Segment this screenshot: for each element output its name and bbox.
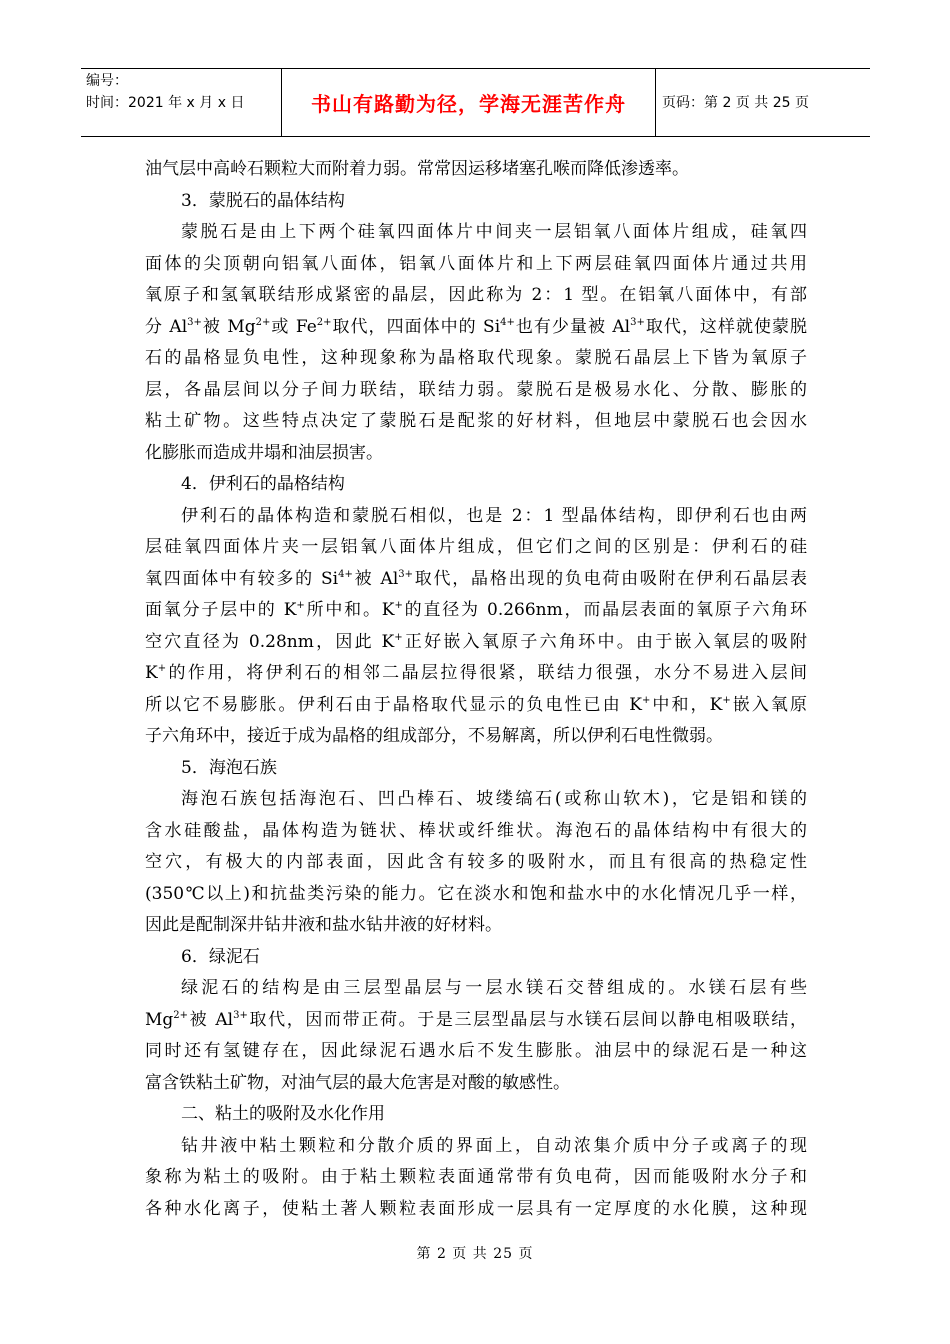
text-line: 空穴，有极大的内部表面，因此含有较多的吸附水，而且有很高的热稳定性 (145, 852, 807, 872)
text-line: 分 $Al^{3+}$被 $Mg^{2+}$或 $Fe^{2+}$取代，四面体中的 $Si^{4+}$也有少量被 $Al^{3+}$取代，这样就使蒙脱 (145, 316, 807, 337)
text-line: 伊利石的晶体构造和蒙脱石相似，也是 2：1 型晶体结构，即伊利石也由两 (181, 505, 807, 526)
section-heading: 6．绿泥石 (181, 946, 260, 967)
section-heading: 4．伊利石的晶格结构 (181, 474, 345, 494)
document-body (145, 154, 807, 1225)
header-motto: 书山有路勤为径，学海无涯苦作舟 (311, 91, 626, 116)
text-line: 石的晶格显负电性，这种现象称为晶格取代现象。蒙脱石晶层上下皆为氧原子 (145, 348, 807, 368)
text-line: 因此是配制深井钻井液和盐水钻井液的好材料。 (145, 915, 502, 935)
text-line: 钻井液中粘土颗粒和分散介质的界面上，自动浓集介质中分子或离子的现 (181, 1135, 807, 1156)
date-label: 时间：2021 年 x 月 x 日 (86, 95, 245, 111)
text-line: 空穴直径为 0.28nm，因此 K+正好嵌入氧原子六角环中。由于嵌入氧层的吸附 (145, 631, 808, 652)
text-line: 含水硅酸盐，晶体构造为链状、棒状或纤维状。海泡石的晶体结构中有很大的 (145, 820, 807, 841)
header-bottom-border (81, 136, 870, 137)
text-line: 氧四面体中有较多的 $Si^{4+}$被 $Al^{3+}$取代，晶格出现的负电荷由吸附在伊利石晶层表 (145, 568, 807, 589)
text-line: K+的作用，将伊利石的相邻二晶层拉得很紧，联结力很强，水分不易进入层间 (145, 663, 807, 683)
text-line: 子六角环中，接近于成为晶格的组成部分，不易解离，所以伊利石电性微弱。 (145, 726, 723, 746)
text-line: 绿泥石的结构是由三层型晶层与一层水镁石交替组成的。水镁石层有些 (181, 978, 807, 998)
number-label: 编号： (86, 73, 128, 89)
text-line: $Mg^{2+}$被 $Al^{3+}$取代，因而带正荷。于是三层型晶层与水镁石层间以静电相吸联结， (145, 1009, 808, 1030)
page-footer: 第 2 页 共 25 页 (416, 1246, 534, 1262)
text-line: 海泡石族包括海泡石、凹凸棒石、坡缕缟石(或称山软木)，它是铝和镁的 (181, 789, 807, 809)
text-line: 所以它不易膨胀。伊利石由于晶格取代显示的负电性已由 K+中和，K+嵌入氧原 (145, 694, 808, 715)
header-page-label: 页码：第 2 页 共 25 页 (662, 95, 809, 111)
header-divider (655, 68, 656, 136)
section-heading: 二、粘土的吸附及水化作用 (181, 1104, 385, 1124)
section-heading: 5．海泡石族 (181, 757, 277, 778)
text-line: 各种水化离子，使粘土著人颗粒表面形成一层具有一定厚度的水化膜，这种现 (145, 1198, 807, 1219)
text-line: 层，各晶层间以分子间力联结，联结力弱。蒙脱石是极易水化、分散、膨胀的 (145, 379, 807, 400)
text-line: 面氧分子层中的 K+所中和。K+的直径为 0.266nm，而晶层表面的氧原子六角环 (145, 600, 808, 620)
text-line: 富含铁粘土矿物，对油气层的最大危害是对酸的敏感性。 (145, 1072, 570, 1093)
text-line: 面体的尖顶朝向铝氧八面体，铝氧八面体片和上下两层硅氧四面体片通过共用 (145, 253, 807, 274)
text-line: 同时还有氢键存在，因此绿泥石遇水后不发生膨胀。油层中的绿泥石是一种这 (145, 1041, 807, 1061)
text-line: 粘土矿物。这些特点决定了蒙脱石是配浆的好材料，但地层中蒙脱石也会因水 (145, 411, 807, 431)
section-heading: 3．蒙脱石的晶体结构 (181, 190, 345, 211)
text-line: 蒙脱石是由上下两个硅氧四面体片中间夹一层铝氧八面体片组成，硅氧四 (181, 222, 807, 242)
text-line: 氧原子和氢氧联结形成紧密的晶层，因此称为 2：1 型。在铝氧八面体中，有部 (145, 285, 807, 305)
text-line: 油气层中高岭石颗粒大而附着力弱。常常因运移堵塞孔喉而降低渗透率。 (145, 159, 689, 179)
text-line: 象称为粘土的吸附。由于粘土颗粒表面通常带有负电荷，因而能吸附水分子和 (145, 1167, 807, 1187)
header-meta (86, 70, 281, 114)
text-line: 化膨胀而造成井塌和油层损害。 (145, 442, 383, 463)
text-line: 层硅氧四面体片夹一层铝氧八面体片组成，但它们之间的区别是：伊利石的硅 (145, 537, 807, 557)
text-line: (350℃以上)和抗盐类污染的能力。它在淡水和饱和盐水中的水化情况几乎一样， (145, 883, 807, 904)
